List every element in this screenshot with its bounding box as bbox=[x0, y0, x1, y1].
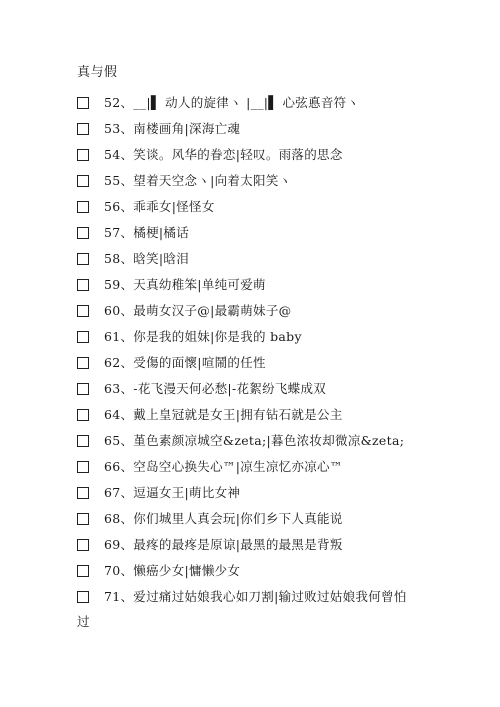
checkbox-icon[interactable] bbox=[77, 513, 89, 525]
list-item bbox=[77, 479, 477, 505]
checkbox-icon[interactable] bbox=[77, 331, 89, 343]
list-item-text: 65、堇色素颜凉城空&zeta;|暮色浓妆却微凉&zeta; bbox=[104, 433, 405, 448]
list-item-text: 66、空岛空心换失心™|凉生凉忆亦凉心™ bbox=[104, 459, 343, 474]
list-item bbox=[77, 297, 477, 323]
checkbox-icon[interactable] bbox=[77, 357, 89, 369]
list-item-text: 54、笑谈。风华的眷恋|轻叹。雨落的思念 bbox=[104, 147, 343, 162]
list-item bbox=[77, 453, 477, 479]
list-item-text: 58、晗笑|晗泪 bbox=[104, 251, 190, 266]
list-item-text: 59、天真幼稚笨|单纯可爱萌 bbox=[104, 277, 266, 292]
list-item bbox=[77, 427, 477, 453]
checkbox-icon[interactable] bbox=[77, 149, 89, 161]
checkbox-icon[interactable] bbox=[77, 409, 89, 421]
list-item bbox=[77, 271, 477, 297]
list-item-text: 67、逗逼女王|萌比女神 bbox=[104, 485, 241, 500]
list-item-text: 52、__|▌ 动人的旋律ヽ |__|▌ 心弦悳音符ヽ bbox=[104, 95, 360, 110]
list-item bbox=[77, 219, 477, 245]
list-item-continuation: 过 bbox=[77, 614, 90, 629]
list-item-text: 60、最萌女汉子@|最霸萌妹子@ bbox=[104, 303, 292, 318]
list-item bbox=[77, 401, 477, 427]
list-item-text: 64、戴上皇冠就是女王|拥有钻石就是公主 bbox=[104, 407, 343, 422]
checklist bbox=[77, 89, 477, 635]
list-item-text: 62、受傷的面懷|喧鬧的任性 bbox=[104, 355, 266, 370]
list-item bbox=[77, 115, 477, 141]
list-item bbox=[77, 245, 477, 271]
list-item bbox=[77, 167, 477, 193]
list-item-text: 68、你们城里人真会玩|你们乡下人真能说 bbox=[104, 511, 343, 526]
checkbox-icon[interactable] bbox=[77, 383, 89, 395]
list-item-text: 56、乖乖女|怪怪女 bbox=[104, 199, 215, 214]
list-item-text: 71、爱过痛过姑娘我心如刀割|输过败过姑娘我何曾怕 bbox=[104, 589, 407, 604]
list-item-text: 57、橘梗|橘话 bbox=[104, 225, 190, 240]
list-item-text: 70、懒癌少女|慵懒少女 bbox=[104, 563, 241, 578]
list-item bbox=[77, 89, 477, 115]
checkbox-icon[interactable] bbox=[77, 201, 89, 213]
checkbox-icon[interactable] bbox=[77, 591, 89, 603]
checkbox-icon[interactable] bbox=[77, 487, 89, 499]
checkbox-icon[interactable] bbox=[77, 175, 89, 187]
list-item-text: 55、望着天空念ヽ|向着太阳笑ヽ bbox=[104, 173, 292, 188]
checkbox-icon[interactable] bbox=[77, 123, 89, 135]
list-item bbox=[77, 349, 477, 375]
checkbox-icon[interactable] bbox=[77, 461, 89, 473]
list-item bbox=[77, 531, 477, 557]
list-item-text: 53、南楼画角|深海亡魂 bbox=[104, 121, 241, 136]
list-item bbox=[77, 323, 477, 349]
checkbox-icon[interactable] bbox=[77, 227, 89, 239]
checkbox-icon[interactable] bbox=[77, 539, 89, 551]
list-item-text: 63、-花飞漫天何必愁|-花絮纷飞蝶成双 bbox=[104, 381, 327, 396]
list-item-text: 61、你是我的姐妹|你是我的 baby bbox=[104, 329, 302, 344]
checkbox-icon[interactable] bbox=[77, 97, 89, 109]
list-item bbox=[77, 557, 477, 583]
checkbox-icon[interactable] bbox=[77, 305, 89, 317]
document-title: 真与假 bbox=[77, 65, 118, 80]
checkbox-icon[interactable] bbox=[77, 279, 89, 291]
list-item bbox=[77, 141, 477, 167]
list-item bbox=[77, 375, 477, 401]
checkbox-icon[interactable] bbox=[77, 565, 89, 577]
list-item-text: 69、最疼的最疼是原谅|最黑的最黑是背叛 bbox=[104, 537, 343, 552]
list-item bbox=[77, 193, 477, 219]
list-item bbox=[77, 505, 477, 531]
checkbox-icon[interactable] bbox=[77, 435, 89, 447]
list-item bbox=[77, 583, 477, 635]
checkbox-icon[interactable] bbox=[77, 253, 89, 265]
